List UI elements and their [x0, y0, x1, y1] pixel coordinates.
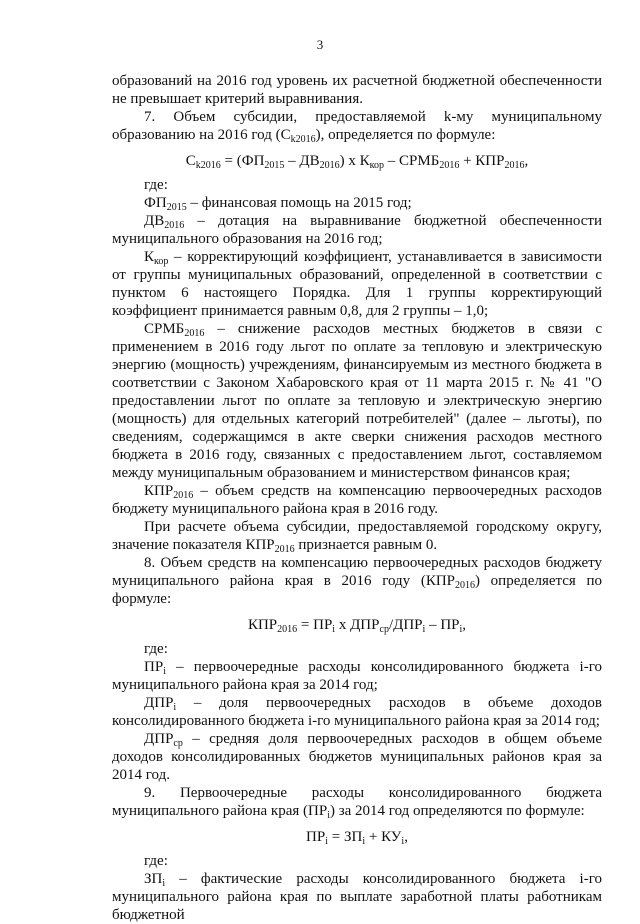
definition-fp: $ФП_{2015}$ – финансовая помощь на 2015 год; — [144, 195, 412, 213]
page-number: 3 — [316, 37, 324, 52]
where-label: где: — [144, 641, 168, 657]
definition-pr: $ПР_i$ – первоочередные расходы консолидированного бюджета i-го муниципального района края за 2014 год; — [112, 659, 602, 693]
formula-pr: $ПР_i = ЗП_i + КУ_i$, — [306, 829, 408, 847]
definition-kpr: $КПР_{2016}$ – объем средств на компенсацию первоочередных расходов бюджету муниципального района края в 2016 году. — [112, 483, 602, 517]
where-label: где: — [144, 177, 168, 193]
paragraph-city-district: При расчете объема субсидии, предоставляемой городскому округу, значение показателя $КПР_{2016}$ признается равным 0. — [112, 519, 602, 555]
definition-dprsr: $ДПР_{ср}$ – средняя доля первоочередных расходов в общем объеме доходов консолидированных бюджетов муниципальных районов края за 2014 год. — [112, 731, 602, 783]
paragraph-9: 9. Первоочередные расходы консолидированного бюджета муниципального района края $(ПР_i)$ за 2014 год определяются по формуле: — [112, 785, 602, 821]
definition-dv: $ДВ_{2016}$ – дотация на выравнивание бюджетной обеспеченности муниципального образования на 2016 год; — [112, 213, 602, 247]
definition-srmb: $СРМБ_{2016}$ – снижение расходов местных бюджетов в связи с применением в 2016 году льгот по оплате за тепловую и электрическую энергию (мощность) учреждениям, финансируемым из местного бюджета в соответствии с Законом Хабаровского края от 11 марта 2015 г. № 41 "О предоставлении льгот по оплате за тепловую и электрическую энергию (мощность) для отдельных категорий потребителей" (далее – льготы), по сведениям, содержащимся в акте сверки снижения расходов местного бюджета в 2016 году, связанных с предоставлением льгот, составляемом между муниципальным образованием и министерством финансов края; — [112, 321, 602, 481]
formula-subsidy: $С_{k2016} = (ФП_{2015} - ДВ_{2016})$ х $К_{кор}$ – $СРМБ_{2016} + КПР_{2016}$, — [185, 153, 529, 171]
definition-dpr: $ДПР_i$ – доля первоочередных расходов в объеме доходов консолидированного бюджета i-го муниципального района края за 2014 год; — [112, 695, 602, 729]
definition-zp: $ЗП_i$ – фактические расходы консолидированного бюджета i-го муниципального района края по выплате заработной платы работникам бюджетной — [112, 871, 602, 923]
where-label: где: — [144, 853, 168, 869]
paragraph-intro: образований на 2016 год уровень их расчетной бюджетной обеспеченности не превышает критерий выравнивания. — [112, 73, 602, 107]
paragraph-7: 7. Объем субсидии, предоставляемой k-му муниципальному образованию на 2016 год $(С_{k2016})$, определяется по формуле: — [112, 109, 602, 145]
paragraph-8: 8. Объем средств на компенсацию первоочередных расходов бюджету муниципального района края в 2016 году $(КПР_{2016})$ определяется по формуле: — [112, 555, 602, 607]
definition-kkor: $К_{кор}$ – корректирующий коэффициент, устанавливается в зависимости от группы муниципальных образований, определенной в соответствии с пунктом 6 настоящего Порядка. Для 1 группы корректирующий коэффициент принимается равным 0,8, для 2 группы – 1,0; — [112, 249, 602, 319]
formula-kpr: $КПР_{2016} = ПР_i$ х $ДПР_{ср}/ДПР_i - ПР_i$, — [247, 617, 467, 635]
